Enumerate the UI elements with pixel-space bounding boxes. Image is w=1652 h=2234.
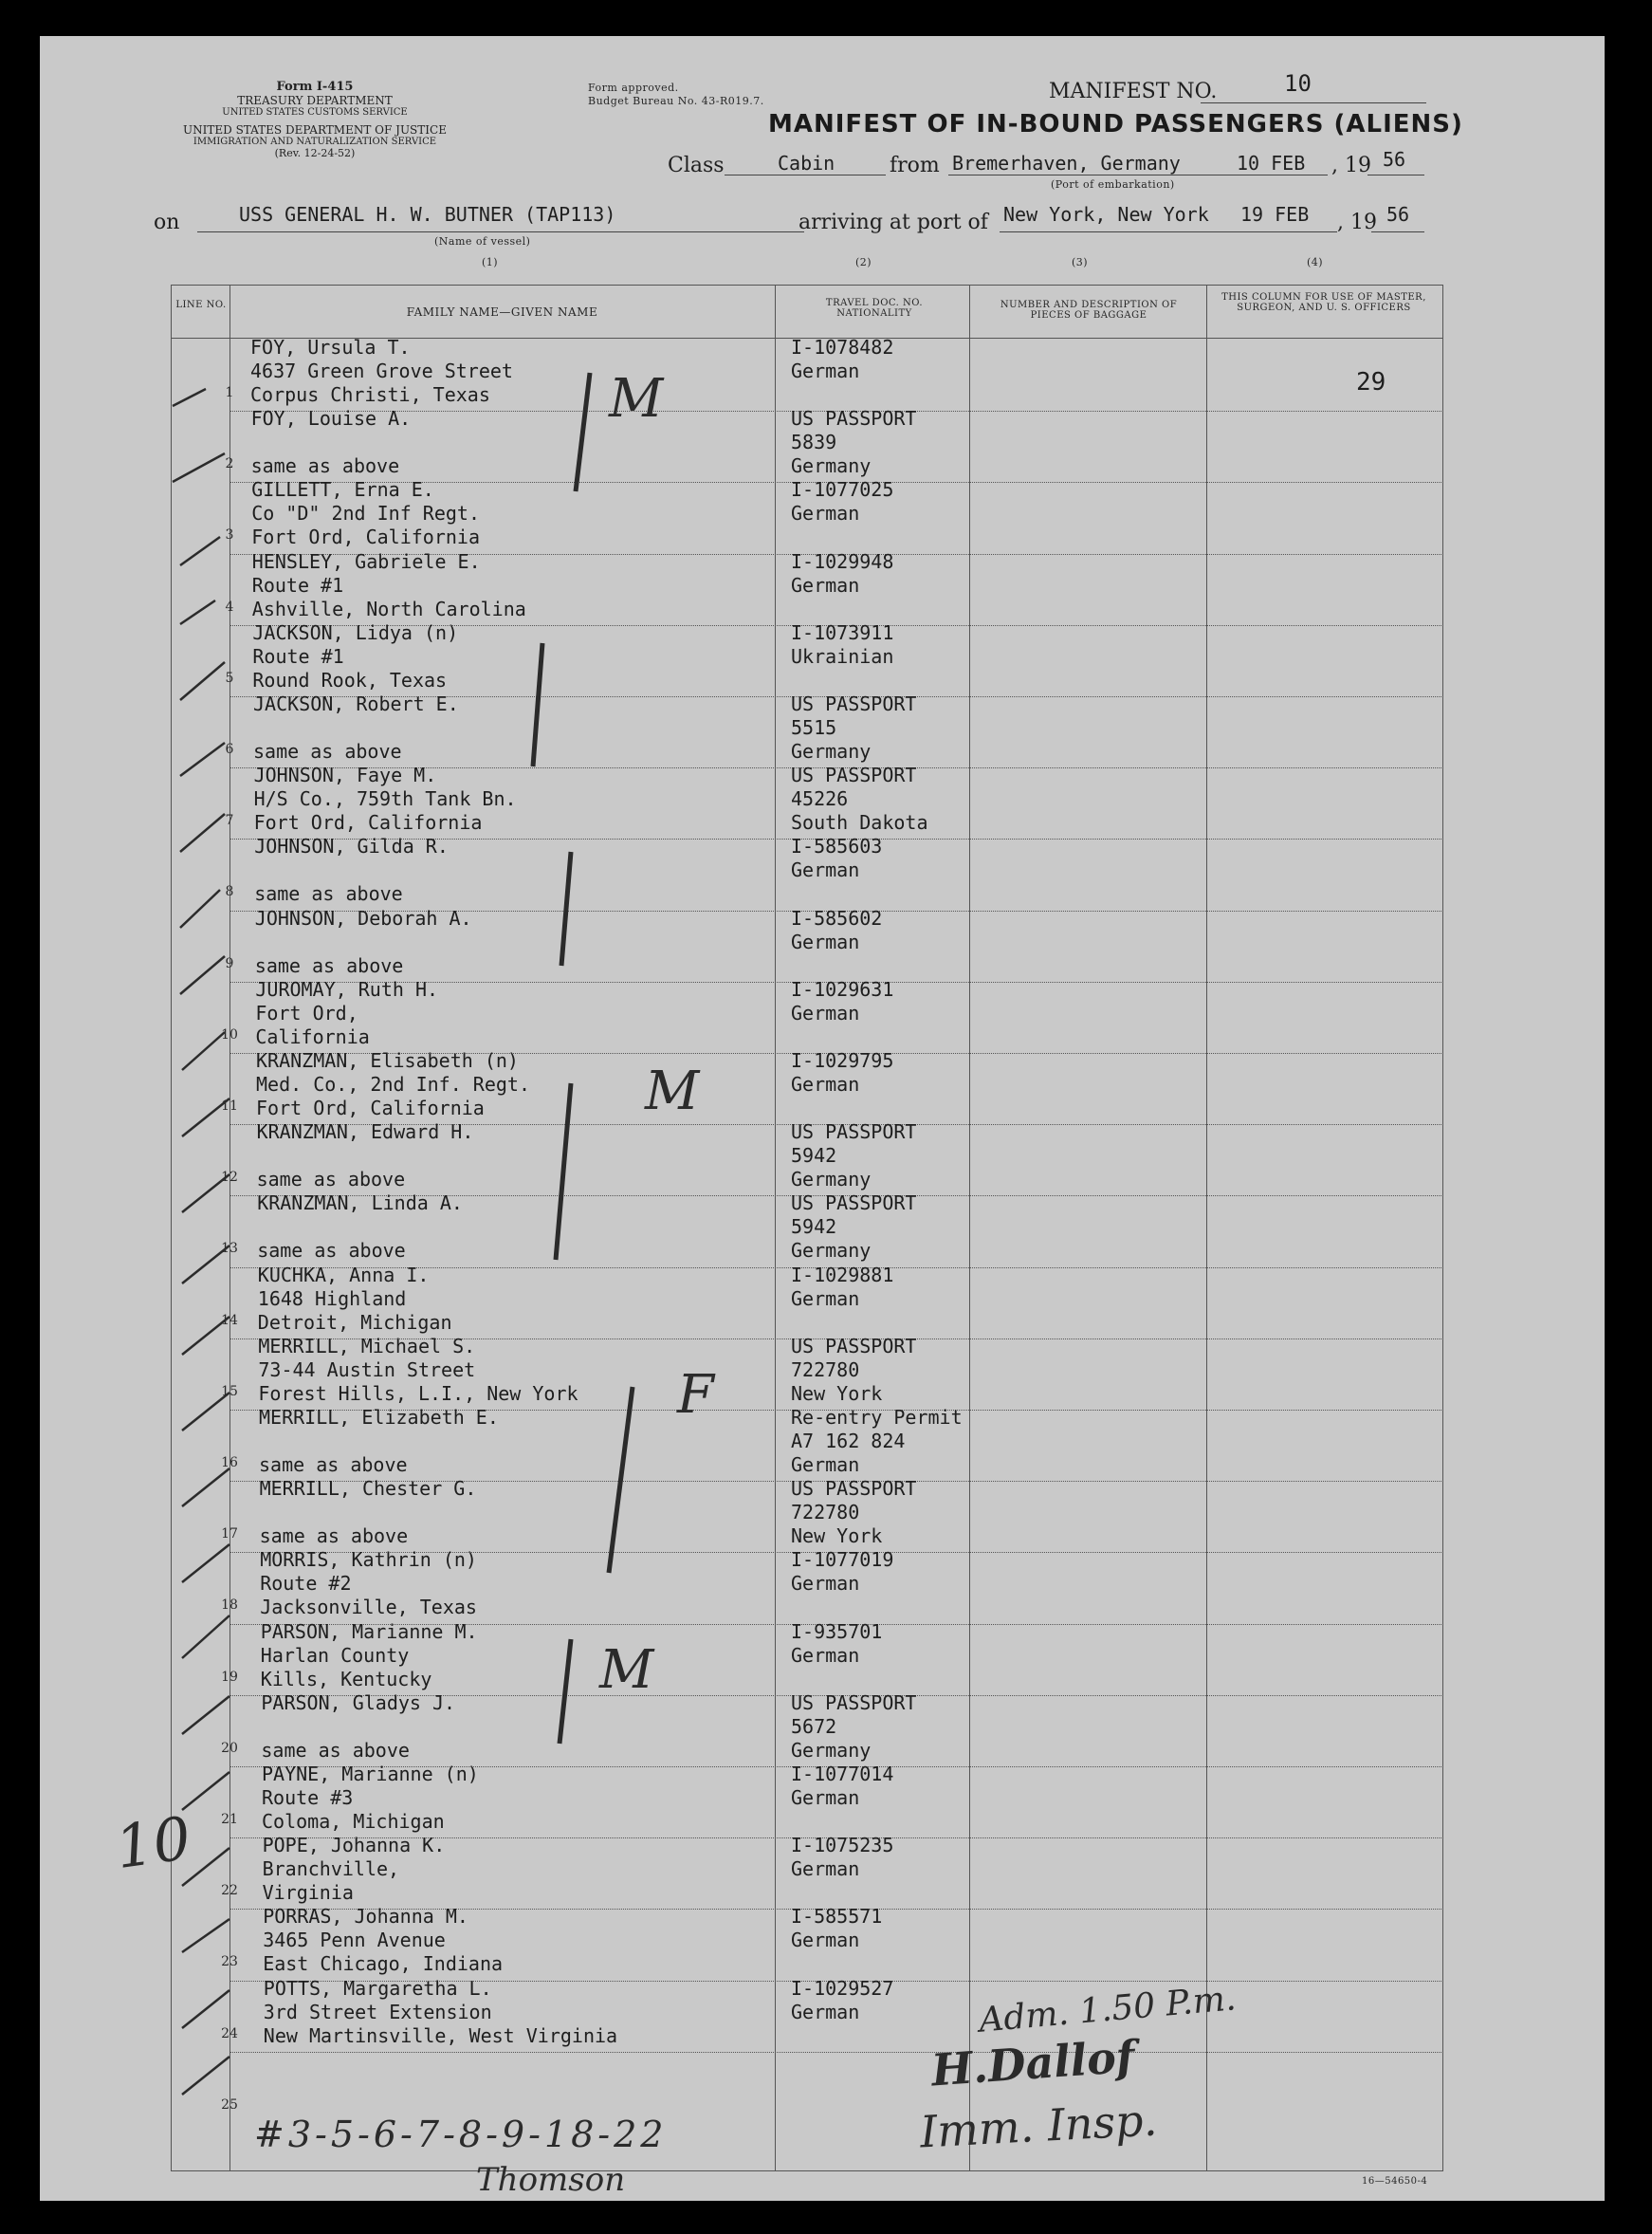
travel-doc-nationality: Re-entry Permit A7 162 824 German (791, 1406, 963, 1476)
dept-line-2: UNITED STATES CUSTOMS SERVICE (222, 107, 408, 118)
col-num-3: (3) (1072, 256, 1089, 268)
line-number: 24 (221, 2025, 238, 2041)
margin-number: 10 (111, 1802, 195, 1883)
passenger-name-address: JUROMAY, Ruth H. Fort Ord, California (255, 977, 439, 1048)
line-number: 22 (221, 1883, 238, 1899)
port-caption: (Port of embarkation) (1051, 178, 1175, 191)
line-number: 13 (221, 1241, 238, 1257)
travel-doc-nationality: I-585602 German (791, 906, 883, 953)
dept-line-4: IMMIGRATION AND NATURALIZATION SERVICE (193, 137, 437, 147)
form-number: Form I-415 (276, 80, 354, 94)
col-num-2: (2) (855, 256, 872, 268)
from-year: 56 (1383, 148, 1406, 171)
officer-count: 29 (1356, 368, 1386, 397)
line-number: 20 (221, 1740, 238, 1756)
line-number: 1 (225, 385, 234, 400)
line-number: 11 (221, 1099, 238, 1114)
passenger-name-address: MERRILL, Chester G. same as above (259, 1477, 477, 1548)
line-number: 9 (225, 955, 234, 971)
from-year-prefix: , 19 (1331, 154, 1371, 177)
line-number: 3 (225, 527, 234, 544)
line-number: 21 (221, 1812, 238, 1827)
travel-doc-nationality: I-585603 German (791, 835, 883, 882)
travel-doc-nationality: I-1078482 German (791, 336, 894, 382)
passenger-name-address: GILLETT, Erna E. Co "D" 2nd Inf Regt. Fort Ord, California (251, 478, 481, 549)
travel-doc-nationality: I-585571 German (791, 1905, 883, 1952)
travel-doc-nationality: I-1077025 German (791, 478, 894, 526)
passenger-name-address: KRANZMAN, Linda A. same as above (257, 1191, 463, 1263)
mark-m-2: M (645, 1061, 700, 1122)
travel-doc-nationality: US PASSPORT 5942 Germany (791, 1120, 917, 1191)
on-label: on (154, 211, 180, 234)
passenger-name-address: KRANZMAN, Elisabeth (n) Med. Co., 2nd Inf. Regt. Fort Ord, California (256, 1049, 530, 1119)
class-label: Class (668, 154, 725, 177)
dept-line-3: UNITED STATES DEPARTMENT OF JUSTICE (183, 123, 447, 137)
col-num-1: (1) (482, 256, 499, 268)
admission-time: Adm. 1.50 P.m. (977, 1979, 1238, 2040)
travel-doc-nationality: US PASSPORT 5672 Germany (791, 1690, 917, 1762)
travel-doc-nationality: I-1077019 German (791, 1548, 894, 1596)
line-number: 4 (225, 599, 234, 615)
line-number: 17 (221, 1526, 238, 1542)
passenger-name-address: KRANZMAN, Edward H. same as above (256, 1120, 474, 1191)
line-number: 18 (221, 1597, 238, 1614)
travel-doc-nationality: US PASSPORT 5839 Germany (791, 407, 917, 478)
travel-doc-nationality: I-1029631 German (791, 977, 894, 1025)
signature-thomson: Thomson (476, 2161, 626, 2199)
from-port: Bremerhaven, Germany (952, 152, 1181, 175)
manifest-no-label: MANIFEST NO. (1049, 80, 1218, 103)
header-line-no: LINE NO. (175, 300, 227, 310)
line-number: 7 (225, 813, 234, 829)
travel-doc-nationality: US PASSPORT 722780 New York (791, 1477, 917, 1548)
mark-m-3: M (599, 1639, 654, 1701)
travel-doc-nationality: I-1029795 German (791, 1049, 894, 1096)
line-number: 15 (221, 1383, 238, 1399)
passenger-name-address: JOHNSON, Faye M. H/S Co., 759th Tank Bn. Fort Ord, California (253, 764, 517, 835)
travel-doc-nationality: I-1029948 German (791, 549, 894, 597)
passenger-name-address: JOHNSON, Gilda R. same as above (254, 835, 449, 906)
line-number: 19 (221, 1669, 238, 1685)
from-label: from (890, 154, 940, 177)
travel-doc-nationality: I-1029881 German (791, 1263, 894, 1310)
inspector-title: Imm. Insp. (918, 2094, 1159, 2158)
arrival-date: 19 FEB (1240, 203, 1310, 226)
passenger-name-address: JACKSON, Lidya (n) Route #1 Round Rook, Texas (252, 620, 459, 692)
mark-f: F (677, 1364, 714, 1426)
approval-line-1: Form approved. (588, 82, 679, 94)
header-officers: THIS COLUMN FOR USE OF MASTER, SURGEON, AND U. S. OFFICERS (1221, 292, 1426, 313)
header-travel-doc: TRAVEL DOC. NO. NATIONALITY (825, 298, 924, 319)
form-footer-code: 16—54650-4 (1362, 2176, 1428, 2187)
travel-doc-nationality: US PASSPORT 45226 South Dakota (791, 764, 928, 835)
line-number: 2 (225, 456, 234, 472)
passenger-name-address: MERRILL, Michael S. 73-44 Austin Street Forest Hills, L.I., New York (258, 1334, 578, 1405)
inspector-signature: H.Dallof (929, 2030, 1137, 2096)
travel-doc-nationality: US PASSPORT 5515 Germany (791, 692, 917, 763)
passenger-name-address: MORRIS, Kathrin (n) Route #2 Jacksonville, Texas (260, 1548, 477, 1619)
line-number: 25 (221, 2096, 238, 2113)
passenger-name-address: PARSON, Marianne M. Harlan County Kills, Kentucky (260, 1619, 478, 1690)
line-number: 12 (221, 1170, 238, 1186)
line-number: 14 (221, 1312, 238, 1328)
arriving-label: arriving at port of (798, 211, 988, 234)
arrival-year: 56 (1386, 203, 1410, 226)
passenger-name-address: PORRAS, Johanna M. 3465 Penn Avenue East Chicago, Indiana (263, 1905, 504, 1976)
vessel-caption: (Name of vessel) (434, 235, 531, 248)
handwritten-bracket-marks (40, 36, 1605, 2201)
line-number: 5 (225, 670, 234, 686)
class-value: Cabin (778, 152, 835, 175)
header-baggage: NUMBER AND DESCRIPTION OF PIECES OF BAGGAGE (1000, 300, 1178, 321)
manifest-page (40, 36, 1605, 2201)
line-number: 10 (221, 1026, 238, 1043)
passenger-name-address: PAYNE, Marianne (n) Route #3 Coloma, Michigan (262, 1763, 479, 1833)
col-num-4: (4) (1307, 256, 1324, 268)
passenger-name-address: KUCHKA, Anna I. 1648 Highland Detroit, Michigan (257, 1263, 452, 1334)
passenger-name-address: HENSLEY, Gabriele E. Route #1 Ashville, North Carolina (251, 549, 526, 620)
line-number: 16 (221, 1455, 238, 1470)
travel-doc-nationality: I-935701 German (791, 1619, 883, 1667)
page-title: MANIFEST OF IN-BOUND PASSENGERS (ALIENS) (768, 110, 1463, 138)
travel-doc-nationality: I-1075235 German (791, 1834, 894, 1881)
line-number: 23 (221, 1954, 238, 1970)
passenger-name-address: FOY, Louise A. same as above (250, 407, 412, 478)
mark-m-1: M (609, 368, 664, 430)
arrival-port: New York, New York (1003, 203, 1209, 226)
passenger-name-address: MERRILL, Elizabeth E. same as above (259, 1406, 499, 1476)
line-number: 8 (225, 884, 234, 900)
header-name: FAMILY NAME—GIVEN NAME (406, 305, 598, 319)
passenger-name-address: PARSON, Gladys J. same as above (261, 1690, 456, 1762)
travel-doc-nationality: US PASSPORT 722780 New York (791, 1334, 917, 1405)
arrival-year-prefix: , 19 (1337, 211, 1377, 234)
dept-line-1: TREASURY DEPARTMENT (237, 94, 393, 107)
vessel-name: USS GENERAL H. W. BUTNER (TAP113) (239, 203, 616, 226)
travel-doc-nationality: I-1073911 Ukrainian (791, 620, 894, 668)
passenger-name-address: JACKSON, Robert E. same as above (253, 692, 459, 763)
passenger-name-address: POPE, Johanna K. Branchville, Virginia (262, 1834, 446, 1905)
travel-doc-nationality: I-1029527 German (791, 1976, 894, 2023)
revision: (Rev. 12-24-52) (274, 147, 356, 159)
line-number: 6 (225, 742, 234, 757)
approval-line-2: Budget Bureau No. 43-R019.7. (588, 95, 764, 107)
passenger-name-address: JOHNSON, Deborah A. same as above (254, 906, 472, 977)
travel-doc-nationality: US PASSPORT 5942 Germany (791, 1191, 917, 1263)
manifest-no: 10 (1284, 70, 1312, 97)
passenger-name-address: FOY, Ursula T. 4637 Green Grove Street Corpus Christi, Texas (250, 336, 513, 406)
travel-doc-nationality: I-1077014 German (791, 1763, 894, 1809)
from-date: 10 FEB (1237, 152, 1306, 175)
passenger-name-address: POTTS, Margaretha L. 3rd Street Extension New Martinsville, West Virginia (263, 1976, 618, 2047)
bottom-line-list: #3-5-6-7-8-9-18-22 (254, 2114, 668, 2155)
